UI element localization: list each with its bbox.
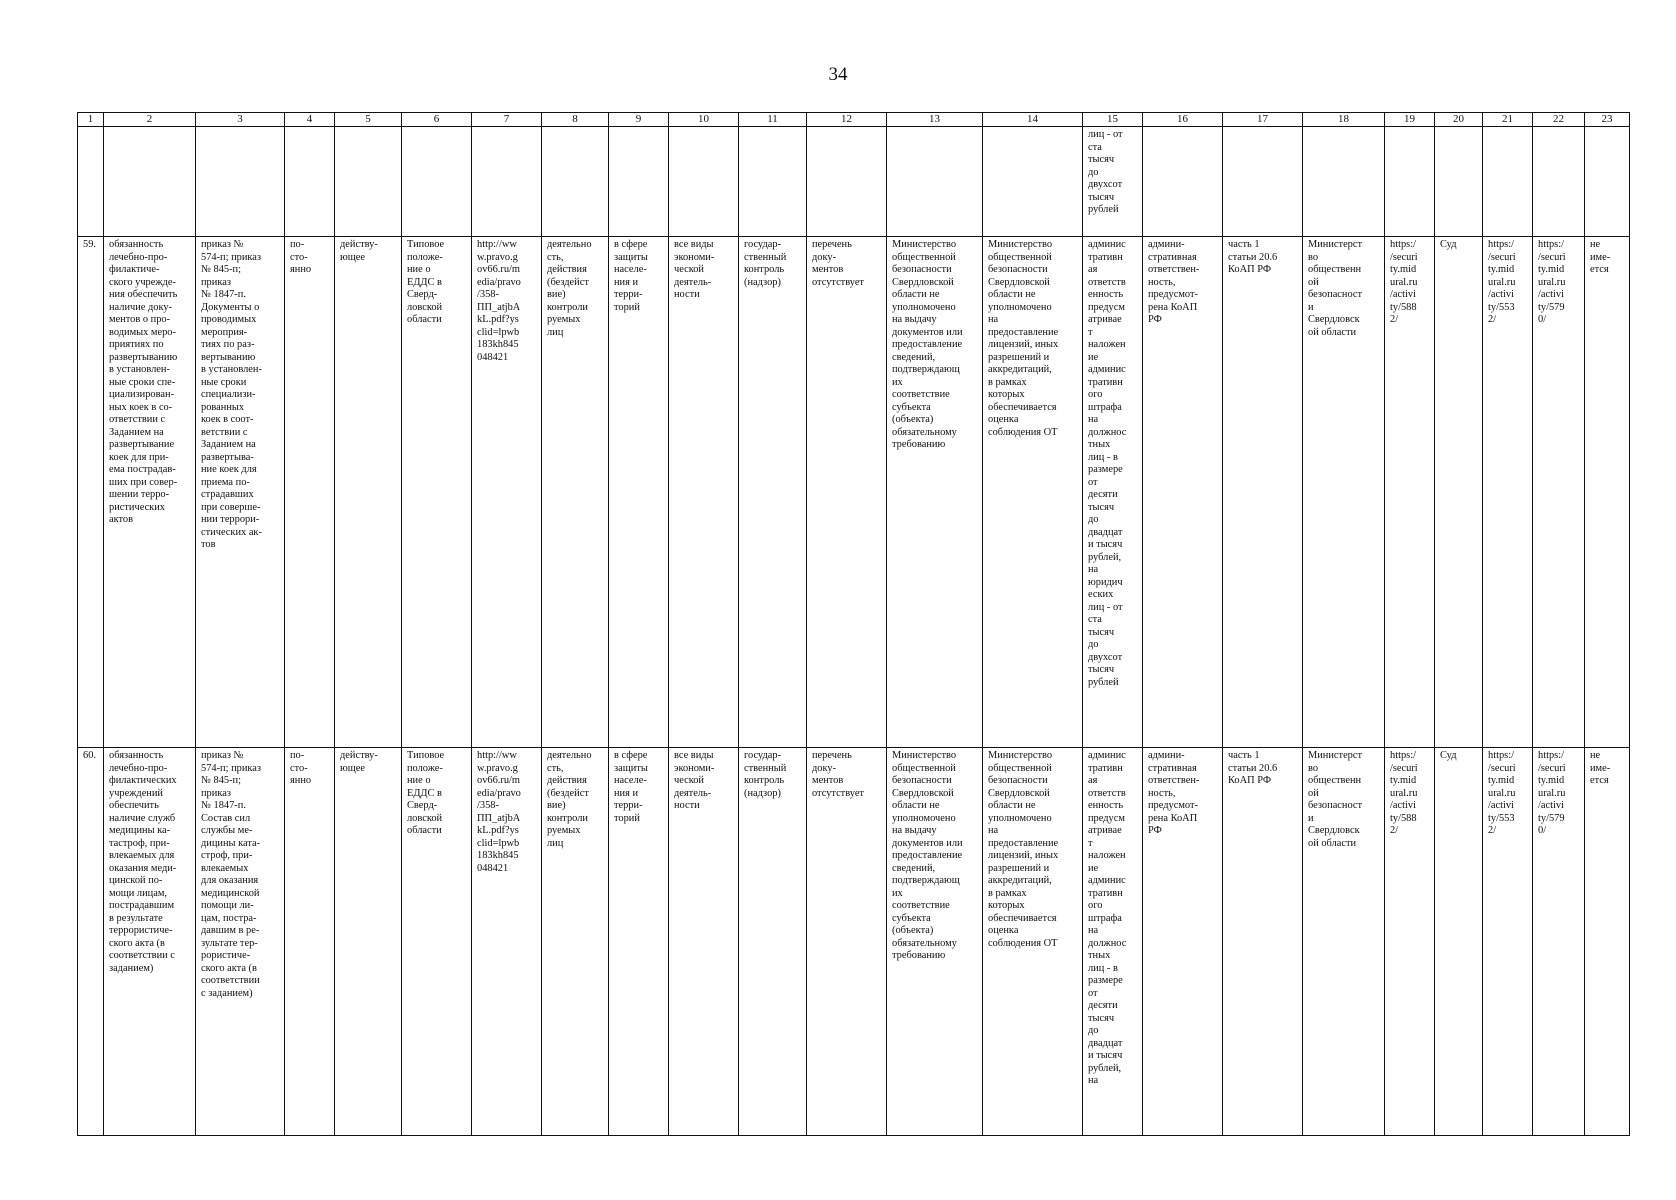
table-cell: деятельно сть, действия (бездейст вие) контроли руемых лиц [542,748,609,1136]
row-number: 60. [78,748,104,1136]
table-cell: http://ww w.pravo.g ov66.ru/m edia/pravo /358- ПП_atjbA kL.pdf?ys clid=lpwb 183kh845 048421 [472,237,542,748]
table-cell: не име- ется [1585,237,1630,748]
column-header: 2 [104,113,196,127]
table-cell: админи- стративная ответствен- ность, предусмот- рена КоАП РФ [1143,237,1223,748]
column-header: 11 [739,113,807,127]
table-cell [402,127,472,237]
table-cell [472,127,542,237]
table-cell: приказ № 574-п; приказ № 845-п; приказ № 1847-п. Состав сил службы ме- дицины ката- строф, при- влекаемых для оказания медицинской помощи ли- цам, постра- давшим в ре- зультате тер- рористиче- ского акта (в соответствии с заданием) [196,748,285,1136]
column-header: 12 [807,113,887,127]
table-cell: все виды экономи- ческой деятель- ности [669,237,739,748]
table-cell: в сфере защиты населе- ния и терри- торий [609,748,669,1136]
table-cell [1223,127,1303,237]
table-cell: действу- ющее [335,748,402,1136]
column-header: 4 [285,113,335,127]
column-header: 3 [196,113,285,127]
column-header: 19 [1385,113,1435,127]
table-cell: https:/ /securi ty.mid ural.ru /activi ty/588 2/ [1385,237,1435,748]
register-table [77,112,1630,1136]
table-cell: https:/ /securi ty.mid ural.ru /activi ty/588 2/ [1385,748,1435,1136]
table-cell: действу- ющее [335,237,402,748]
column-header: 16 [1143,113,1223,127]
table-cell [807,127,887,237]
table-cell: https:/ /securi ty.mid ural.ru /activi ty/553 2/ [1483,748,1533,1136]
table-cell: все виды экономи- ческой деятель- ности [669,748,739,1136]
table-cell [285,127,335,237]
table-cell [1303,127,1385,237]
table-cell: Министерст во общественн ой безопасност и Свердловск ой области [1303,237,1385,748]
table-cell: в сфере защиты населе- ния и терри- торий [609,237,669,748]
table-cell: https:/ /securi ty.mid ural.ru /activi ty/579 0/ [1533,748,1585,1136]
table-cell: государ- ственный контроль (надзор) [739,237,807,748]
table-cell [335,127,402,237]
column-header: 20 [1435,113,1483,127]
table-cell: часть 1 статьи 20.6 КоАП РФ [1223,237,1303,748]
table-cell: https:/ /securi ty.mid ural.ru /activi ty/553 2/ [1483,237,1533,748]
table-cell: не име- ется [1585,748,1630,1136]
table-cell: http://ww w.pravo.g ov66.ru/m edia/pravo /358- ПП_atjbA kL.pdf?ys clid=lpwb 183kh845 048421 [472,748,542,1136]
table-cell: Министерст во общественн ой безопасност и Свердловск ой области [1303,748,1385,1136]
table-cell: Типовое положе- ние о ЕДДС в Сверд- ловской области [402,237,472,748]
column-header: 18 [1303,113,1385,127]
table-cell: админис тративн ая ответств енность предусм атривае т наложен ие админис тративн ого штрафа на должнос тных лиц - в размере от десяти тысяч до двадцат и тысяч рублей, на [1083,748,1143,1136]
table-cell: перечень доку- ментов отсутствует [807,237,887,748]
table-cell [1435,127,1483,237]
table-cell: Министерство общественной безопасности Свердловской области не уполномочено на выдачу документов или предоставление сведений, подтверждающ их соответствие субъекта (объекта) обязательному требованию [887,748,983,1136]
column-header: 8 [542,113,609,127]
table-cell [1385,127,1435,237]
column-number-row [78,113,1630,127]
table-cell: Министерство общественной безопасности Свердловской области не уполномочено на предоставление лицензий, иных разрешений и аккредитаций, в рамках которых обеспечивается оценка соблюдения ОТ [983,237,1083,748]
obligation-cell: обязанность лечебно-про- филактических учреждений обеспечить наличие служб медицины ка- тастроф, при- влекаемых для оказания меди- цинской по- мощи лицам, пострадавшим в результате террористиче- ского акта (в соответствии с заданием) [104,748,196,1136]
table-cell: админис тративн ая ответств енность предусм атривае т наложен ие админис тративн ого штрафа на должнос тных лиц - в размере от десяти тысяч до двадцат и тысяч рублей, на юридич еских лиц - от ста тысяч до двухсот тысяч рублей [1083,237,1143,748]
table-row [78,748,1630,1136]
table-row [78,237,1630,748]
column-header: 22 [1533,113,1585,127]
column-header: 7 [472,113,542,127]
table-cell: админи- стративная ответствен- ность, предусмот- рена КоАП РФ [1143,748,1223,1136]
table-cell [104,127,196,237]
table-cell: приказ № 574-п; приказ № 845-п; приказ № 1847-п. Документы о проводимых мероприя- тиях по раз- вертыванию в установлен- ные сроки специализи- рованных коек в соот- ветствии с Заданием на развертыва- ние коек для приема по- страдавших при соверше- нии террори- стических ак- тов [196,237,285,748]
table-cell [196,127,285,237]
table-cell [1585,127,1630,237]
table-cell [669,127,739,237]
table-cell: Суд [1435,748,1483,1136]
table-cell: государ- ственный контроль (надзор) [739,748,807,1136]
table-cell: https:/ /securi ty.mid ural.ru /activi ty/579 0/ [1533,237,1585,748]
column-header: 15 [1083,113,1143,127]
table-cell: лиц - от ста тысяч до двухсот тысяч рублей [1083,127,1143,237]
table-cell: по- сто- янно [285,237,335,748]
table-cell [609,127,669,237]
table-cell [739,127,807,237]
table-cell: Типовое положе- ние о ЕДДС в Сверд- ловской области [402,748,472,1136]
table-cell: Министерство общественной безопасности Свердловской области не уполномочено на выдачу документов или предоставление сведений, подтверждающ их соответствие субъекта (объекта) обязательному требованию [887,237,983,748]
table-cell [1143,127,1223,237]
table-cell [983,127,1083,237]
table-cell: Суд [1435,237,1483,748]
table-cell [1533,127,1585,237]
column-header: 17 [1223,113,1303,127]
table-cell: по- сто- янно [285,748,335,1136]
table-cell [78,127,104,237]
column-header: 13 [887,113,983,127]
column-header: 23 [1585,113,1630,127]
page-number: 34 [828,64,848,85]
table-cell [542,127,609,237]
column-header: 14 [983,113,1083,127]
continuation-row [78,127,1630,237]
column-header: 9 [609,113,669,127]
column-header: 6 [402,113,472,127]
column-header: 10 [669,113,739,127]
table-cell: перечень доку- ментов отсутствует [807,748,887,1136]
column-header: 1 [78,113,104,127]
table-cell [887,127,983,237]
column-header: 5 [335,113,402,127]
row-number: 59. [78,237,104,748]
table-cell: часть 1 статьи 20.6 КоАП РФ [1223,748,1303,1136]
table-cell [1483,127,1533,237]
table-cell: деятельно сть, действия (бездейст вие) контроли руемых лиц [542,237,609,748]
column-header: 21 [1483,113,1533,127]
obligation-cell: обязанность лечебно-про- филактиче- ского учрежде- ния обеспечить наличие доку- ментов о про- водимых меро- приятиях по развертыванию в установлен- ные сроки спе- циализирован- ных коек в со- ответствии с Заданием на развертывание коек для при- ема пострадав- ших при совер- шении терро- ристических актов [104,237,196,748]
table-cell: Министерство общественной безопасности Свердловской области не уполномочено на предоставление лицензий, иных разрешений и аккредитаций, в рамках которых обеспечивается оценка соблюдения ОТ [983,748,1083,1136]
